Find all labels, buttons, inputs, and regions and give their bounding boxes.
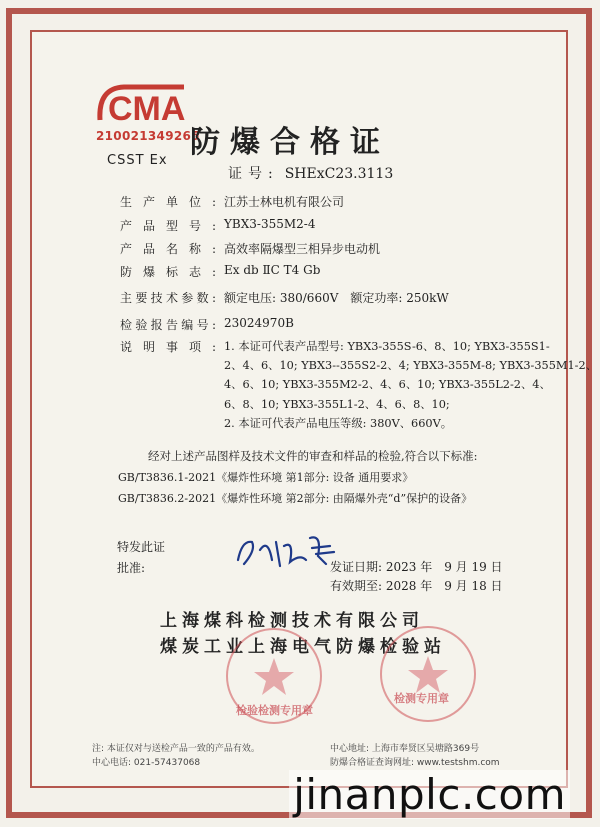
field-value: 23024970B bbox=[224, 316, 294, 330]
footer-address: 中心地址: 上海市奉贤区吴塘路369号 bbox=[330, 744, 480, 754]
field-report-number bbox=[120, 316, 294, 333]
stamp-left-text: 检验检测专用章 bbox=[236, 704, 313, 717]
notes-line: 4、6、10; YBX3-355M2-2、4、6、10; YBX3-355L2-2、4、 bbox=[224, 378, 551, 392]
field-value: 江苏士林电机有限公司 bbox=[224, 195, 345, 209]
issuing-org-2: 煤炭工业上海电气防爆检验站 bbox=[160, 637, 446, 657]
footer-query: 防爆合格证查询网址: www.testshm.com bbox=[330, 758, 500, 768]
field-value: 高效率隔爆型三相异步电动机 bbox=[224, 242, 381, 256]
cma-number: 210021349265 bbox=[96, 129, 200, 143]
issuing-org-1: 上海煤科检测技术有限公司 bbox=[160, 611, 424, 631]
valid-until: 有效期至: 2028 年 9 月 18 日 bbox=[330, 579, 503, 593]
issue-date: 发证日期: 2023 年 9 月 19 日 bbox=[330, 560, 503, 574]
notes-line: 2. 本证可代表产品电压等级: 380V、660V。 bbox=[224, 416, 453, 430]
issued-label: 特发此证 bbox=[117, 540, 166, 554]
field-product-name bbox=[120, 240, 380, 257]
csst-ex-mark: CSST Ex bbox=[107, 153, 168, 168]
certificate-title: 防爆合格证 bbox=[190, 125, 390, 160]
notes-list bbox=[224, 337, 597, 433]
field-value: 额定电压: 380/660V 额定功率: 250kW bbox=[224, 291, 449, 305]
field-value: YBX3-355M2-4 bbox=[224, 217, 316, 231]
notes-line: 6、8、10; YBX3-355L1-2、4、6、8、10; bbox=[224, 397, 450, 411]
star-icon bbox=[382, 628, 474, 720]
field-label: 检验报告编号: bbox=[120, 318, 216, 332]
standard-1: GB/T3836.1-2021《爆炸性环境 第1部分: 设备 通用要求》 bbox=[118, 471, 414, 484]
field-label: 产品名称: bbox=[120, 242, 216, 256]
watermark: jinanplc.com bbox=[289, 770, 570, 819]
approve-label: 批准: bbox=[117, 561, 146, 575]
field-label: 生产单位: bbox=[120, 195, 216, 209]
field-value: Ex db ⅡC T4 Gb bbox=[224, 263, 321, 277]
standard-2: GB/T3836.2-2021《爆炸性环境 第2部分: 由隔爆外壳“d”保护的设备》 bbox=[118, 492, 473, 505]
stamp-right bbox=[380, 626, 476, 722]
field-label: 说明事项: bbox=[120, 340, 216, 354]
field-label: 防爆标志: bbox=[120, 265, 216, 279]
basis-statement: 经对上述产品图样及技术文件的审查和样品的检验,符合以下标准: bbox=[148, 449, 478, 463]
cma-logo-text: CMA bbox=[108, 90, 186, 128]
certificate-number bbox=[228, 163, 393, 183]
footer-phone: 中心电话: 021-57437068 bbox=[92, 758, 201, 768]
notes-line: 2、4、6、10; YBX3--355S2-2、4; YBX3-355M-8; YBX3-355M1-2、 bbox=[224, 359, 597, 373]
field-tech-params bbox=[120, 289, 449, 306]
field-notes bbox=[120, 338, 224, 355]
field-label: 产品型号: bbox=[120, 219, 216, 233]
certificate-number-label: 证号: bbox=[228, 166, 279, 182]
cma-logo bbox=[94, 82, 188, 128]
field-label: 主要技术参数: bbox=[120, 291, 216, 305]
field-manufacturer bbox=[120, 193, 344, 210]
field-ex-marking bbox=[120, 263, 320, 280]
notes-line: 1. 本证可代表产品型号: YBX3-355S-6、8、10; YBX3-355S1- bbox=[224, 340, 550, 353]
field-model bbox=[120, 217, 316, 234]
footer-note: 注: 本证仅对与送检产品一致的产品有效。 bbox=[92, 744, 260, 754]
stamp-right-text: 检测专用章 bbox=[394, 692, 449, 705]
certificate-number-value: SHExC23.3113 bbox=[284, 166, 394, 182]
